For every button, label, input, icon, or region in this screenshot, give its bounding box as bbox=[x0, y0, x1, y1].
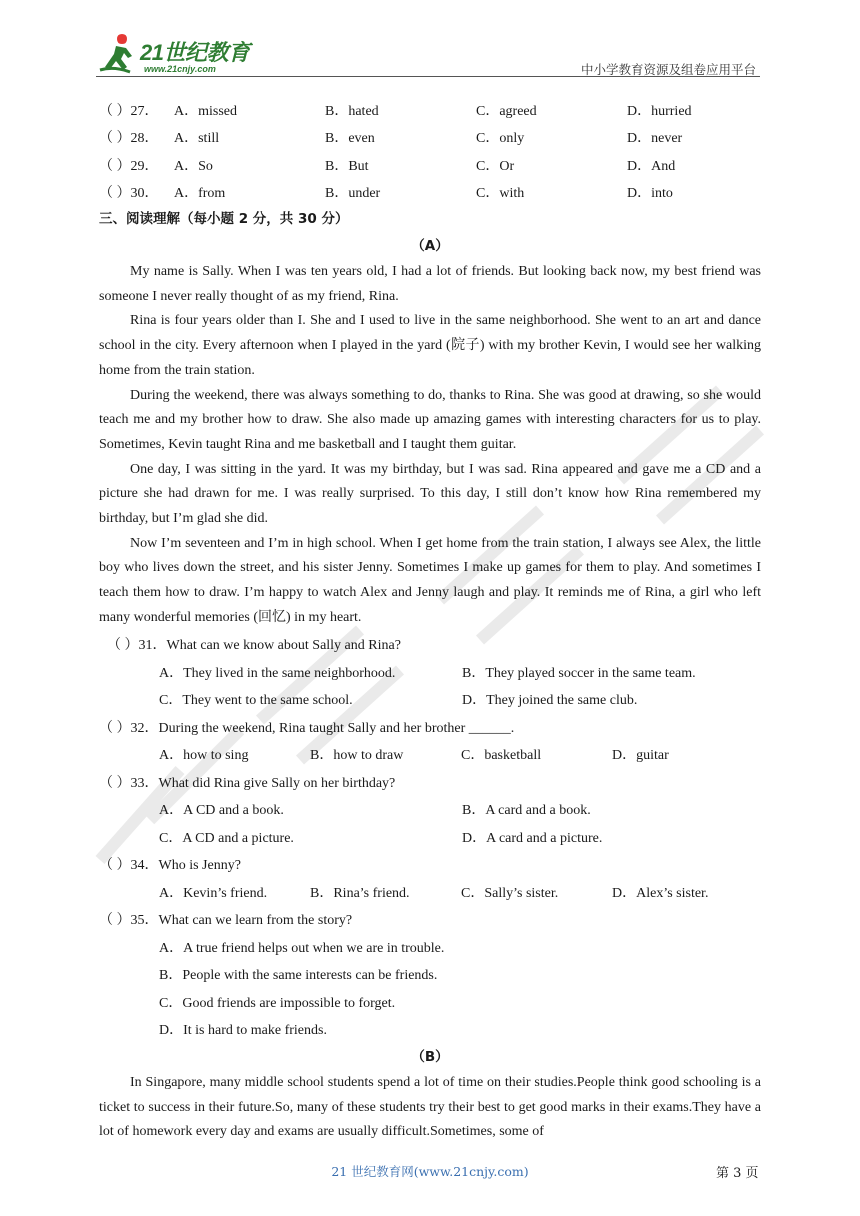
option-c: C．Sally’s sister. bbox=[461, 885, 559, 901]
question-35-option-d bbox=[99, 1016, 761, 1044]
option-b: B．People with the same interests can be friends. bbox=[159, 968, 438, 984]
page-header bbox=[96, 30, 760, 78]
question-32-options bbox=[99, 741, 761, 769]
question-35 bbox=[99, 906, 761, 934]
choice-row-28 bbox=[99, 124, 761, 152]
option-b: B．how to draw bbox=[310, 748, 404, 764]
option-a: A．Kevin’s friend. bbox=[159, 885, 268, 901]
passage-paragraph: Now I’m seventeen and I’m in high school. When I get home from the train station, I always see Alex, the little boy who lives down the street, and his sister Jenny. Sometimes I make up games for them to play. And sometimes I teach them how to draw. I’m happy to watch Alex and Jenny laugh and play. It reminds me of Rina, a girl who left many wonderful memories (回忆) in my heart. bbox=[99, 535, 761, 625]
choice-row-29 bbox=[99, 151, 761, 179]
option-d: D．Alex’s sister. bbox=[612, 885, 709, 901]
passage-paragraph: In Singapore, many middle school students spend a lot of time on their studies.People think good schooling is a ticket to success in their future.So, many of these students try their best to get good marks in their exams.They have a lot of homework every day and exams are usually difficult.Sometimes, some of bbox=[99, 1075, 761, 1140]
question-number: （ ）30． bbox=[99, 186, 159, 202]
passage-b-title: （B） bbox=[411, 1049, 449, 1066]
passage-a-title: （A） bbox=[411, 238, 449, 254]
option-a: A．A true friend helps out when we are in trouble. bbox=[159, 940, 445, 956]
question-34-options bbox=[99, 878, 761, 906]
question-stem: （ ）35．What can we learn from the story? bbox=[99, 913, 353, 929]
option-a: A．They lived in the same neighborhood. bbox=[159, 665, 396, 681]
logo-text: 21世纪教育 bbox=[140, 40, 250, 65]
question-33 bbox=[99, 768, 761, 796]
header-divider bbox=[96, 76, 760, 77]
option-d: D．A card and a picture. bbox=[462, 830, 603, 846]
option-a: A．still bbox=[174, 131, 220, 147]
option-d: D．into bbox=[627, 186, 673, 202]
passage-paragraph: During the weekend, there was always something to do, thanks to Rina. She was good at drawing, so she would teach me and my brother how to draw. She also made up amazing games with interesting characters for us to play. Sometimes, Kevin taught Rina and me basketball and I taught them guitar. bbox=[99, 387, 761, 452]
page-content bbox=[99, 96, 761, 1145]
footer-site-link[interactable]: 21 世纪教育网(www.21cnjy.com) bbox=[331, 1164, 529, 1179]
option-c: C．basketball bbox=[461, 748, 542, 764]
option-b: B．A card and a book. bbox=[462, 803, 591, 819]
option-b: B．hated bbox=[325, 103, 379, 119]
question-35-option-a bbox=[99, 933, 761, 961]
question-stem: （ ）34．Who is Jenny? bbox=[99, 858, 241, 874]
passage-paragraph: My name is Sally. When I was ten years old, I had a lot of friends. But looking back now, my best friend was someone I never really thought of as my friend, Rina. bbox=[99, 264, 761, 304]
question-stem: （ ）33．What did Rina give Sally on her birthday? bbox=[99, 775, 396, 791]
option-c: C．only bbox=[476, 131, 525, 147]
option-a: A．missed bbox=[174, 103, 237, 119]
question-35-option-c bbox=[99, 988, 761, 1016]
question-number: （ ）29． bbox=[99, 158, 159, 174]
option-a: A．A CD and a book. bbox=[159, 803, 284, 819]
option-b: B．even bbox=[325, 131, 375, 147]
question-stem: （ ）31．What can we know about Sally and Rina? bbox=[107, 638, 401, 654]
choice-row-27 bbox=[99, 96, 761, 124]
runner-logo-icon bbox=[96, 30, 142, 76]
logo-url: www.21cnjy.com bbox=[144, 64, 216, 74]
section-heading: 三、阅读理解（每小题 2 分，共 30 分） bbox=[99, 211, 349, 227]
option-c: C．Or bbox=[476, 158, 515, 174]
question-31 bbox=[99, 631, 761, 659]
page-footer bbox=[0, 1162, 860, 1182]
option-d: D．It is hard to make friends. bbox=[159, 1023, 327, 1039]
question-33-options-row2 bbox=[99, 823, 761, 851]
question-number: （ ）28． bbox=[99, 131, 159, 147]
passage-paragraph: Rina is four years older than I. She and I used to live in the same neighborhood. She went to an art and dance school in the city. Every afternoon when I played in the yard (院子) with my brother Kevin, I would see her walking home from the train station. bbox=[99, 313, 761, 378]
option-d: D．hurried bbox=[627, 103, 692, 119]
question-33-options-row1 bbox=[99, 796, 761, 824]
option-b: B．But bbox=[325, 158, 369, 174]
option-d: D．They joined the same club. bbox=[462, 693, 638, 709]
option-a: A．how to sing bbox=[159, 748, 249, 764]
option-d: D．guitar bbox=[612, 748, 669, 764]
option-d: D．And bbox=[627, 158, 676, 174]
option-d: D．never bbox=[627, 131, 683, 147]
option-a: A．So bbox=[174, 158, 213, 174]
question-35-option-b bbox=[99, 961, 761, 989]
passage-paragraph: One day, I was sitting in the yard. It was my birthday, but I was sad. Rina appeared and gave me a CD and a picture she had drawn for me. I was really surprised. To this day, I still don’t know how Rina remembered my birthday, but I’m glad she did. bbox=[99, 461, 761, 527]
option-c: C．Good friends are impossible to forget. bbox=[159, 995, 396, 1011]
option-a: A．from bbox=[174, 186, 226, 202]
option-c: C．They went to the same school. bbox=[159, 693, 353, 709]
site-logo[interactable] bbox=[96, 30, 261, 76]
choice-row-30 bbox=[99, 179, 761, 207]
question-number: （ ）27． bbox=[99, 103, 159, 119]
question-stem: （ ）32．During the weekend, Rina taught Sally and her brother ______. bbox=[99, 720, 515, 736]
option-b: B．under bbox=[325, 186, 381, 202]
page-number: 第 3 页 bbox=[716, 1166, 759, 1181]
option-b: B．Rina’s friend. bbox=[310, 885, 410, 901]
option-c: C．agreed bbox=[476, 103, 537, 119]
question-31-options-row1 bbox=[99, 658, 761, 686]
question-34 bbox=[99, 851, 761, 879]
option-c: C．with bbox=[476, 186, 525, 202]
option-b: B．They played soccer in the same team. bbox=[462, 665, 696, 681]
platform-title: 中小学教育资源及组卷应用平台 bbox=[580, 62, 756, 77]
option-c: C．A CD and a picture. bbox=[159, 830, 294, 846]
question-32 bbox=[99, 713, 761, 741]
question-31-options-row2 bbox=[99, 686, 761, 714]
